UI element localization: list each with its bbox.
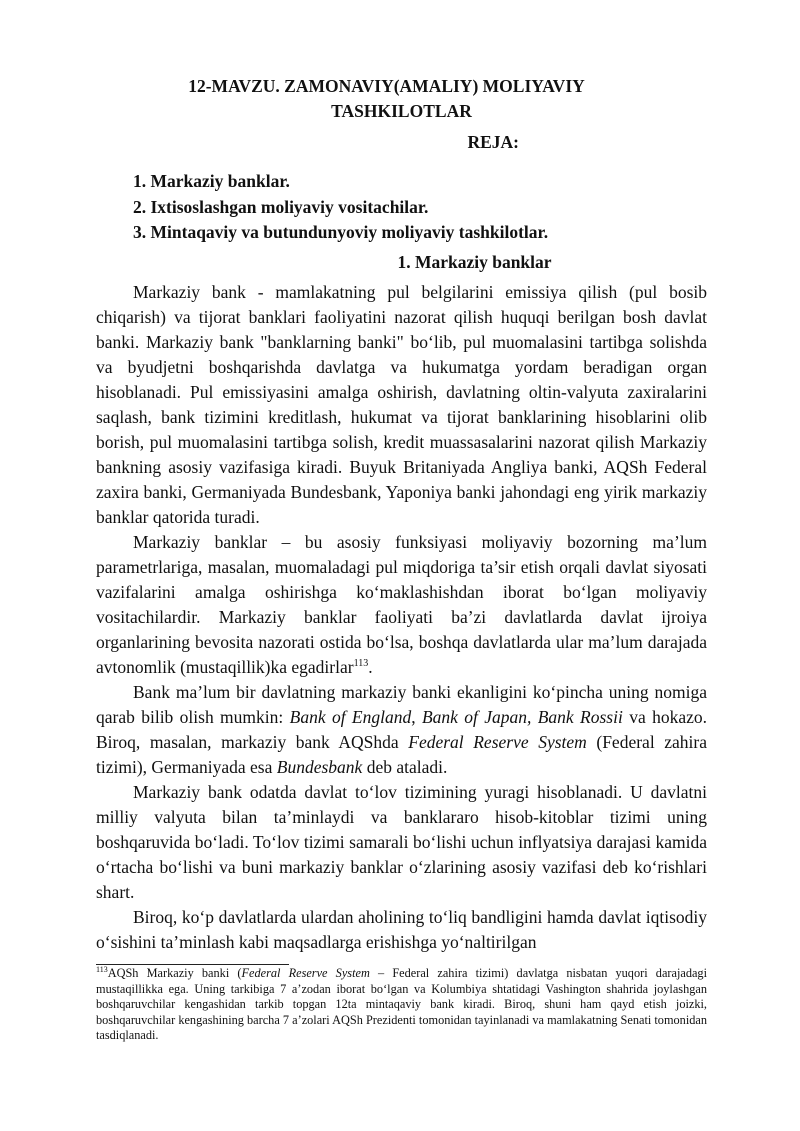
plan-heading: REJA: <box>467 132 519 152</box>
footnote-ref-113: 113 <box>353 657 369 669</box>
title-line-2: TASHKILOTLAR <box>331 101 472 121</box>
footnote-number: 113 <box>96 964 108 974</box>
paragraph-3-e: deb ataladi. <box>362 756 448 777</box>
plan-list <box>96 169 707 246</box>
paragraph-5: Biroq, ko‘p davlatlarda ulardan aholining to‘liq bandligini hamda davlat iqtisodiy o‘sishini ta’minlash kabi maqsadlarga erishishga yo‘naltirilgan <box>96 906 707 952</box>
section-heading: 1. Markaziy banklar <box>397 251 552 272</box>
paragraph-3 <box>96 680 707 780</box>
paragraph-3-d: (Federal zahira tizimi), Germaniyada esa <box>96 731 707 777</box>
paragraph-3-c: va hokazo. Biroq, masalan, markaziy bank AQShda <box>96 706 707 752</box>
paragraph-3-italic-1: Bank of England <box>289 706 412 727</box>
footnote-text-a: AQSh Markaziy banki ( <box>107 966 242 980</box>
footnote-separator <box>96 964 289 965</box>
paragraph-4: Markaziy bank odatda davlat to‘lov tizimining yuragi hisoblanadi. U davlatni milliy valyuta bilan ta’minlaydi va banklararo hisob-kitoblar tizimi uning boshqaruvida bo‘ladi. To‘lov tizimi samarali bo‘lishi uchun inflyatsiya darajasi kamida o‘rtacha bo‘lishi va buni markaziy banklar o‘zlarining asosiy vazifasi deb ko‘rishlari shart. <box>96 781 707 902</box>
paragraph-3-italic-2: Bank of Japan, Bank Rossii <box>421 706 623 727</box>
plan-item-1: 1. Markaziy banklar. <box>133 171 290 191</box>
paragraph-2 <box>96 530 707 680</box>
paragraph-3-a: Bank ma’lum bir davlatning markaziy banki ekanligini ko‘pincha uning nomiga qarab bilib olish mumkin: <box>96 681 707 727</box>
paragraph-3-italic-3: Federal Reserve System <box>408 731 587 752</box>
page-content <box>96 74 707 955</box>
paragraph-3-italic-4: Bundesbank <box>276 756 363 777</box>
paragraph-2-end: . <box>368 656 373 677</box>
plan-item-2: 2. Ixtisoslashgan moliyaviy vositachilar. <box>133 196 429 217</box>
footnote-text-b: – Federal zahira tizimi) davlatga nisbatan yuqori darajadagi mustaqillikka ega. Uning tarkibiga 7 a’zodan iborat bo‘lgan va Kolumbiya shtatidagi Vashington shahrida joylashgan boshqaruvchilar kengashidan tarkib topgan 12ta mintaqaviy bank kiradi. Biroq, shuni ham qayd etish joizki, boshqaruvchilar kengashining barcha 7 a’zolari AQSh Prezidenti tomonidan tayinlanadi va mamlakatning Senati tomonidan tasdiqlanadi. <box>96 966 707 1043</box>
page-title <box>96 74 707 124</box>
paragraph-2-text: Markaziy banklar – bu asosiy funksiyasi moliyaviy bozorning ma’lum parametrlariga, masalan, muomaladagi pul miqdoriga ta’sir etish orqali davlat siyosati vazifalarini amalga oshirishga ko‘maklashishdan iborat bo‘lgan moliyaviy vositachilardir. Markaziy banklar faoliyati ba’zi davlatlarda davlat ijroiya organlarining bevosita nazorati ostida bo‘lsa, boshqa davlatlarda ular ma’lum darajada avtonomlik (mustaqillik)ka egadirlar <box>96 531 707 677</box>
paragraph-1: Markaziy bank - mamlakatning pul belgilarini emissiya qilish (pul bosib chiqarish) va tijorat banklari faoliyatini nazorat qilish huquqi berilgan bosh davlat banki. Markaziy bank "banklarning banki" bo‘lib, pul muomalasini tartibga solishda va byudjetni boshqarishda davlatga va hukumatga yordam beradigan organ hisoblanadi. Pul emissiyasini amalga oshirish, davlatning oltin-valyuta zaxiralarini saqlash, bank tizimini kreditlash, hukumat va tijorat banklarining hisoblarini olib borish, pul muomalasini tartibga solish, kredit muassasalarini nazorat qilish Markaziy bankning asosiy vazifasiga kiradi. Buyuk Britaniyada Angliya banki, AQSh Federal zaxira banki, Germaniyada Bundesbank, Yaponiya banki jahondagi eng yirik markaziy banklar qatorida turadi. <box>96 281 707 527</box>
paragraph-3-b: , <box>411 706 422 727</box>
footnote-113 <box>96 966 707 1044</box>
plan-item-3: 3. Mintaqaviy va butundunyoviy moliyaviy tashkilotlar. <box>133 222 549 242</box>
title-line-1: 12-MAVZU. ZAMONAVIY(AMALIY) MOLIYAVIY <box>188 76 585 96</box>
footnote-italic: Federal Reserve System <box>241 966 370 980</box>
